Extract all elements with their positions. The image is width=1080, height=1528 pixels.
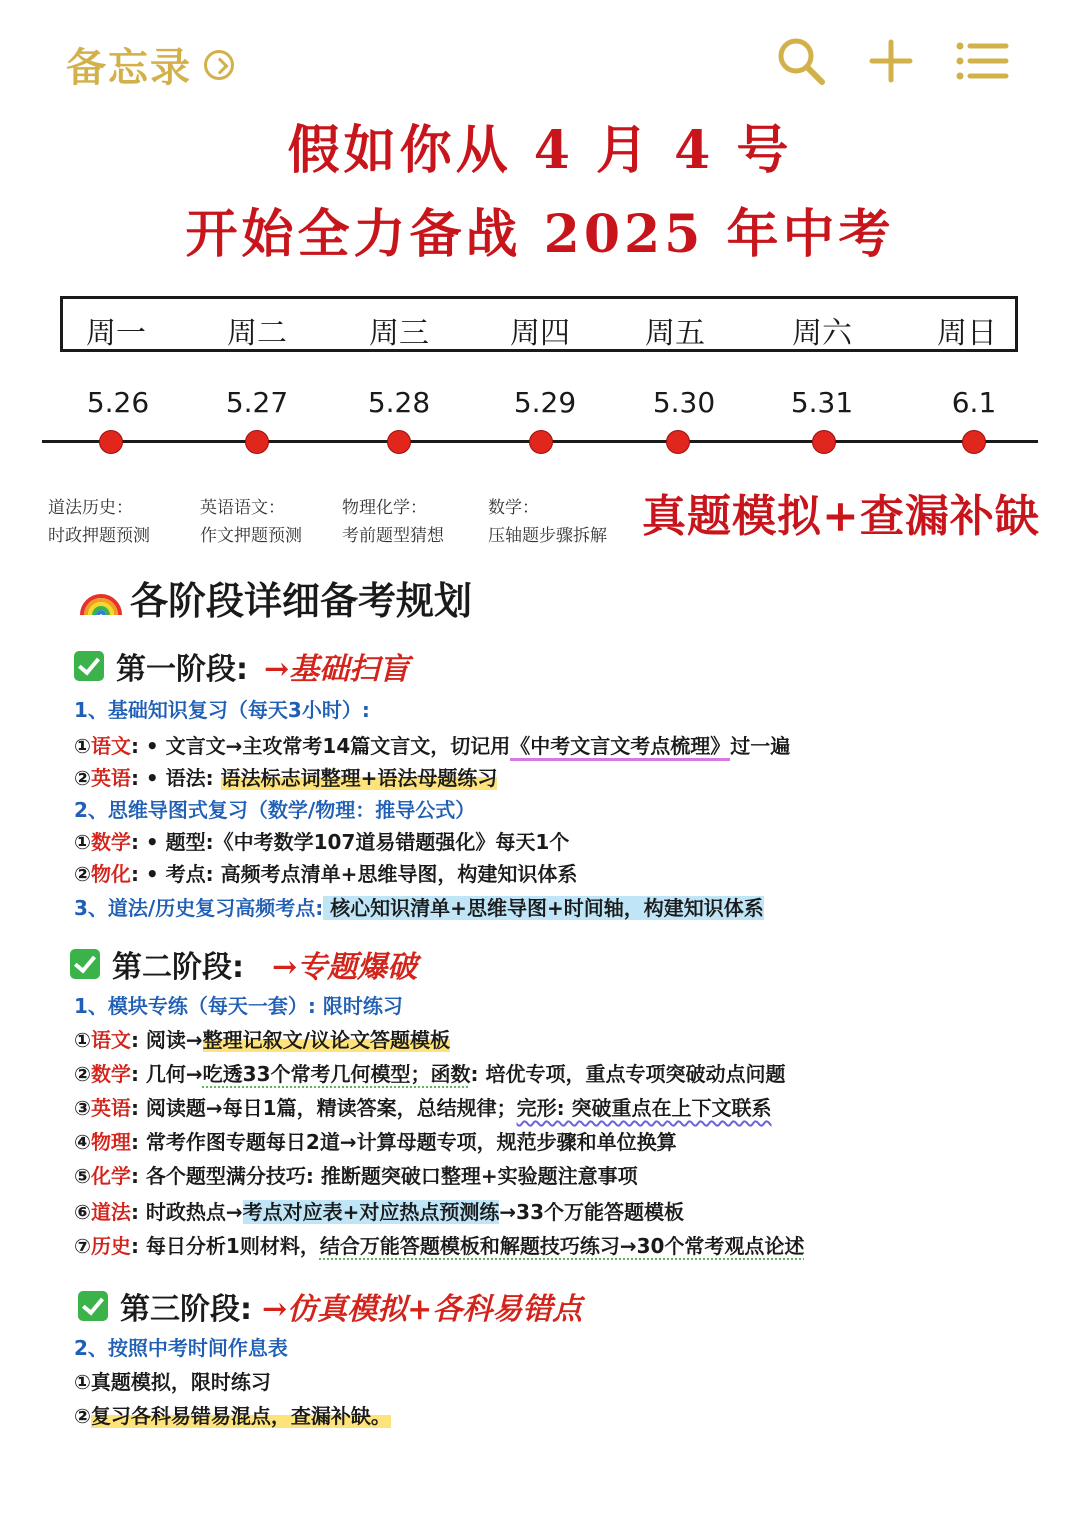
item-text: : • 考点: 高频考点清单+思维导图，构建知识体系: [130, 862, 578, 886]
date-label: 5.28: [367, 386, 431, 419]
stage2-item: [74, 1232, 804, 1260]
item-highlight: 《中考文言文考点梳理》: [510, 734, 730, 761]
item-number: ⑤: [74, 1164, 91, 1188]
item-text: : 时政热点→: [130, 1200, 243, 1224]
item-text: : • 语法:: [130, 766, 221, 790]
date-label: 5.29: [513, 386, 577, 419]
item-number: ③: [74, 1096, 91, 1120]
stage-header: [74, 644, 409, 688]
day-note: [200, 494, 350, 550]
item-subject: 英语: [90, 766, 131, 790]
note-subject: 英语语文：: [200, 498, 285, 518]
day-note: [488, 494, 638, 550]
item-text: : 每日分析1则材料，: [130, 1234, 320, 1258]
item-text: : 各个题型满分技巧: 推断题突破口整理+实验题注意事项: [130, 1164, 638, 1188]
note-task: 考前题型猜想: [342, 526, 444, 546]
chevron-right-icon[interactable]: [204, 50, 234, 80]
item-text: : 几何→: [130, 1062, 203, 1086]
item-number: ①: [74, 1028, 91, 1052]
item-text: : 培优专项，重点专项突破动点问题: [470, 1062, 786, 1086]
date-label: 5.26: [86, 386, 150, 419]
note-task: 作文押题预测: [200, 526, 302, 546]
headline-line2: 开始全力备战 2025 年中考: [185, 204, 895, 265]
plan-title-text: 各阶段详细备考规划: [130, 578, 473, 623]
stage2-item: [74, 1094, 772, 1122]
item-highlight: 结合万能答题模板和解题技巧练习→30个常考观点论述: [319, 1234, 805, 1258]
item-text: →33个万能答题模板: [499, 1200, 685, 1224]
note-task: 时政押题预测: [48, 526, 150, 546]
item-highlight: 语法标志词整理+语法母题练习: [220, 766, 498, 790]
search-icon[interactable]: [772, 32, 830, 90]
stage-header: [70, 942, 417, 986]
date-label: 5.30: [652, 386, 716, 419]
stage1-item: [74, 860, 577, 888]
checkmark-icon: [70, 949, 100, 979]
item-highlight: 核心知识清单+思维导图+时间轴，构建知识体系: [323, 896, 764, 920]
item-highlight: 整理记叙文/议论文答题模板: [202, 1028, 450, 1052]
stage1-item: [74, 764, 497, 792]
stage-label: 第三阶段:: [120, 1292, 252, 1327]
item-subject: 数学: [90, 1062, 131, 1086]
app-title-label: 备忘录: [66, 45, 192, 91]
checkmark-icon: [78, 1291, 108, 1321]
stage1-heading-2: 2、思维导图式复习（数学/物理：推导公式）: [74, 798, 476, 822]
item-text: : 阅读题→每日1篇，精读答案，总结规律；: [130, 1096, 517, 1120]
checkmark-icon: [74, 651, 104, 681]
item-number: ②: [74, 1062, 91, 1086]
item-number: ①: [74, 734, 91, 758]
item-number: ⑦: [74, 1234, 91, 1258]
weekend-focus: 真题模拟+查漏补缺: [642, 491, 1040, 542]
timeline-dot: [387, 430, 411, 454]
stage2-heading-1: 1、模块专练（每天一套）: 限时练习: [74, 994, 403, 1018]
timeline-dot: [666, 430, 690, 454]
day-label: 周四: [510, 316, 570, 351]
item-subject: 物理: [90, 1130, 131, 1154]
stage3-item: ①真题模拟，限时练习: [74, 1370, 271, 1394]
item-text: : • 题型:《中考数学107道易错题强化》每天1个: [130, 830, 570, 854]
note-subject: 道法历史：: [48, 498, 133, 518]
item-highlight: 复习各科易错易混点，查漏补缺。: [90, 1404, 391, 1428]
stage-tag: →基础扫盲: [264, 652, 410, 687]
item-subject: 数学: [90, 830, 131, 854]
item-subject: 道法: [90, 1200, 131, 1224]
item-subject: 历史: [90, 1234, 131, 1258]
stage2-item: [74, 1198, 684, 1226]
item-text: : • 文言文→主攻常考14篇文言文，切记用: [130, 734, 511, 758]
stage2-item: [74, 1128, 677, 1156]
timeline-dot: [529, 430, 553, 454]
day-label: 周六: [792, 316, 852, 351]
stage-header: [78, 1284, 582, 1328]
day-note: [342, 494, 492, 550]
list-icon[interactable]: [952, 32, 1010, 90]
day-label: 周一: [86, 316, 146, 351]
stage-tag: →专题爆破: [272, 950, 418, 985]
app-title[interactable]: [66, 36, 234, 93]
day-label: 周二: [227, 316, 287, 351]
item-highlight: 吃透33个常考几何模型；函数: [202, 1062, 471, 1086]
item-text: : 阅读→: [130, 1028, 203, 1052]
stage1-item: [74, 732, 790, 760]
stage1-heading-1: 1、基础知识复习（每天3小时）:: [74, 698, 370, 722]
note-task: 压轴题步骤拆解: [488, 526, 607, 546]
item-subject: 语文: [90, 734, 131, 758]
stage-tag: →仿真模拟+各科易错点: [262, 1292, 583, 1327]
item-subject: 物化: [90, 862, 131, 886]
stage-label: 第二阶段:: [112, 950, 244, 985]
item-number: ②: [74, 1404, 91, 1428]
headline-line1: 假如你从 4 月 4 号: [287, 120, 793, 181]
day-label: 周三: [369, 316, 429, 351]
day-label: 周日: [937, 316, 997, 351]
plan-title: [78, 570, 472, 625]
item-text: 过一遍: [730, 734, 791, 758]
timeline-dot: [99, 430, 123, 454]
stage3-item: [74, 1402, 391, 1430]
stage2-item: [74, 1162, 638, 1190]
stage2-item: [74, 1026, 450, 1054]
item-highlight: 考点对应表+对应热点预测练: [242, 1200, 500, 1224]
stage1-heading-3: [74, 894, 764, 922]
item-number: ⑥: [74, 1200, 91, 1224]
item-number: ②: [74, 862, 91, 886]
item-number: ①: [74, 830, 91, 854]
add-icon[interactable]: [862, 32, 920, 90]
timeline-dot: [812, 430, 836, 454]
item-number: ②: [74, 766, 91, 790]
timeline-dot: [245, 430, 269, 454]
note-subject: 物理化学：: [342, 498, 427, 518]
item-highlight: 完形: 突破重点在上下文联系: [516, 1096, 772, 1120]
item-text: : 常考作图专题每日2道→计算母题专项，规范步骤和单位换算: [130, 1130, 677, 1154]
item-number: ④: [74, 1130, 91, 1154]
stage-label: 第一阶段:: [116, 652, 248, 687]
date-label: 5.27: [225, 386, 289, 419]
timeline-dot: [962, 430, 986, 454]
item-heading: 3、道法/历史复习高频考点:: [74, 896, 324, 920]
stage2-item: [74, 1060, 785, 1088]
day-label: 周五: [645, 316, 705, 351]
date-label: 6.1: [951, 386, 997, 419]
stage3-heading-1: 2、按照中考时间作息表: [74, 1336, 288, 1360]
item-subject: 化学: [90, 1164, 131, 1188]
stage1-item: [74, 828, 569, 856]
day-note: [48, 494, 198, 550]
item-subject: 语文: [90, 1028, 131, 1052]
note-subject: 数学：: [488, 498, 539, 518]
item-subject: 英语: [90, 1096, 131, 1120]
date-label: 5.31: [790, 386, 854, 419]
rainbow-icon: [78, 575, 124, 621]
